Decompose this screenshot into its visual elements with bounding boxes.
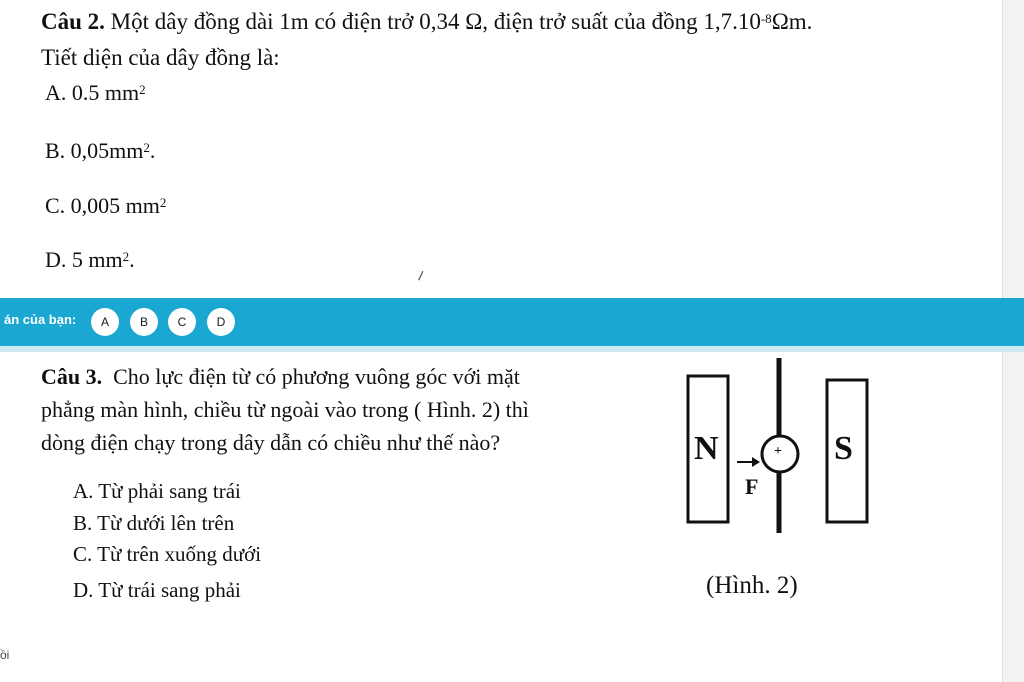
question3-text: Cho lực điện từ có phương vuông góc với mặt: [113, 364, 520, 389]
figure-caption: (Hình. 2): [706, 572, 798, 599]
question2-unit: Ωm.: [771, 9, 813, 34]
option-exponent: 2: [143, 140, 150, 155]
question2-line1: [41, 8, 812, 36]
answer-choice-d[interactable]: D: [207, 308, 235, 336]
north-label: N: [694, 430, 719, 467]
answer-bar-shadow: [0, 346, 1024, 352]
question2-line2: Tiết diện của dây đồng là:: [41, 45, 280, 70]
answer-choice-b[interactable]: B: [130, 308, 158, 336]
option-text: B. 0,05mm: [45, 138, 144, 163]
answer-bar: [0, 298, 1024, 346]
force-label: F: [745, 474, 759, 499]
option-text: D. 5 mm: [45, 247, 123, 272]
option-exponent: 2: [122, 249, 130, 264]
current-cross-symbol: +: [774, 444, 782, 459]
question3-line3: dòng điện chạy trong dây dẫn có chiều như thế nào?: [41, 430, 501, 455]
question2-text: Một dây đồng dài 1m có điện trở 0,34 Ω, điện trở suất của đồng 1,7.10: [110, 9, 761, 34]
question2-exponent: -8: [760, 11, 772, 26]
question3-option-d[interactable]: D. Từ trái sang phải: [73, 578, 241, 602]
option-text: C. 0,005 mm: [45, 193, 160, 218]
option-text: A. 0.5 mm: [45, 80, 140, 105]
question3-line1: [41, 363, 520, 391]
question2-option-b[interactable]: B. $0,05mm^2$.: [45, 138, 156, 163]
question3-line2: phẳng màn hình, chiều từ ngoài vào trong ( Hình. 2) thì: [41, 397, 529, 422]
question2-label: Câu 2.: [41, 9, 105, 34]
answer-choice-c[interactable]: C: [168, 308, 196, 336]
question2-option-d[interactable]: D. 5 $mm^2$.: [45, 247, 135, 272]
footer-fragment: ồi: [0, 648, 10, 662]
question2-option-c[interactable]: [45, 193, 166, 219]
stray-mark: [418, 271, 429, 283]
question3-option-c[interactable]: C. Từ trên xuống dưới: [73, 542, 262, 566]
force-arrow-icon: [752, 457, 760, 467]
answer-choice-a[interactable]: A: [91, 308, 119, 336]
question3-option-a[interactable]: A. Từ phải sang trái: [73, 479, 241, 503]
option-exponent: 2: [159, 195, 167, 210]
question3-label: Câu 3.: [41, 364, 103, 389]
question2-option-a[interactable]: [45, 80, 146, 106]
option-exponent: 2: [139, 82, 146, 97]
answer-label: án của bạn:: [4, 312, 77, 327]
south-label: S: [834, 430, 853, 467]
question3-option-b[interactable]: B. Từ dưới lên trên: [73, 511, 235, 535]
